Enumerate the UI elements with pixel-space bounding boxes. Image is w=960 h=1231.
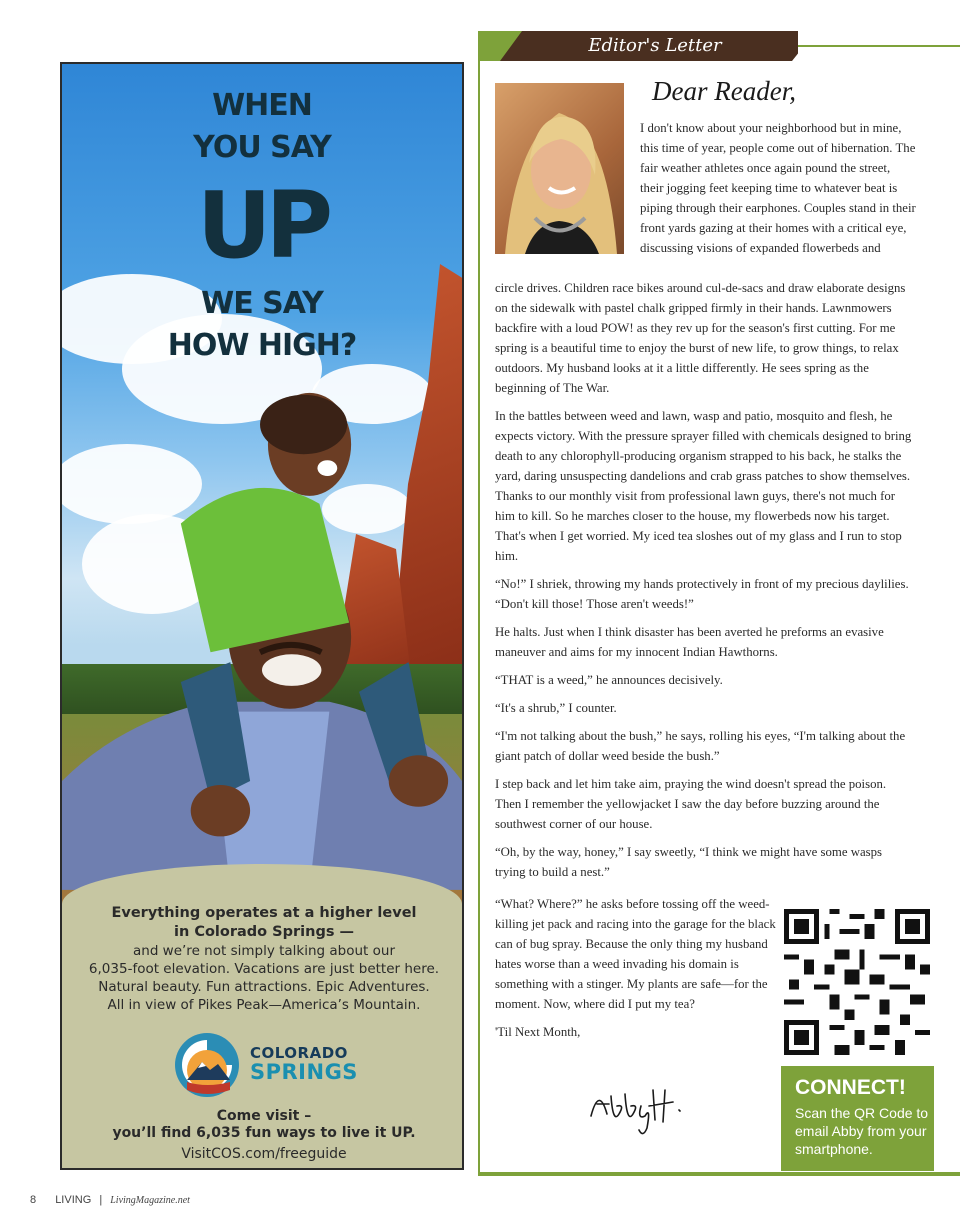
ad-url-link[interactable]: VisitCOS.com/freeguide [181,1146,347,1162]
magazine-website[interactable]: LivingMagazine.net [110,1195,190,1206]
ad-headline-we-say: WE SAY [201,286,323,321]
letter-paragraph: In the battles between weed and lawn, wasp and patio, mosquito and flesh, he expects victory. With the pressure sprayer filled with chemicals designed to bring death to any chlorophyll-producing organism strapped to his back, he stalks the yard, daring unsuspecting dandelions and crab grass patches to show themselves. Thanks to our monthly visit from professional lawn guys, there's not much for him to kill. So he marches closer to the house, my flowerbeds now his target. That's when I get worried. My iced tea sloshes out of my glass and I run to stop him. [495,409,912,563]
letter-paragraph: “Oh, by the way, honey,” I say sweetly, “I think we might have some wasps trying to build a nest.” [495,845,883,879]
letter-closing-block [495,894,780,1050]
connect-box [781,1066,934,1171]
page-footer [30,1194,190,1206]
section-title: Editor's Letter [588,35,722,56]
letter-paragraph: I step back and let him take aim, praying the wind doesn't spread the poison. Then I remember the yellowjacket I saw the day before buzzing around the southwest corner of our house. [495,777,887,831]
ad-headline-when: WHEN [212,88,312,123]
editor-portrait [495,83,624,254]
connect-title: CONNECT! [795,1076,906,1099]
letter-paragraph: I don't know about your neighborhood but in mine, this time of year, people come out of hibernation. The fair weather athletes once again pound the street, their jogging feet keeping time to whatever beat is piping through their earphones. Couples stand in their front yards gazing at their homes with a critical eye, discussing visions of expanded flowerbeds and [640,121,916,255]
letter-paragraph: “It's a shrub,” I counter. [495,701,617,715]
ad-bold-line: Everything operates at a higher level [111,905,417,921]
letter-paragraph: He halts. Just when I think disaster has been averted he preforms an evasive maneuver and aims for my innocent Indian Hawthorns. [495,625,884,659]
editor-signature [585,1076,685,1138]
logo-word-springs: SPRINGS [250,1060,358,1084]
connect-text: Scan the QR Code to email Abby from your smartphone. [795,1105,929,1157]
letter-greeting: Dear Reader, [652,76,796,106]
footer-separator: | [99,1194,103,1206]
ad-headline-how-high: HOW HIGH? [167,328,357,363]
ad-body-copy [72,942,456,1014]
ad-cta-line: Come visit – [216,1108,312,1124]
colorado-springs-ad [60,62,464,1170]
ad-headline-you-say: YOU SAY [193,130,331,165]
ad-headline-up: UP [196,172,328,279]
ad-bold-line: in Colorado Springs — [173,924,355,940]
letter-closing: 'Til Next Month, [495,1025,581,1039]
ad-call-to-action [72,1108,456,1142]
ad-cta-line: you’ll find 6,035 fun ways to live it UP. [112,1125,416,1141]
letter-paragraph: “I'm not talking about the bush,” he says, rolling his eyes, “I'm talking about the giant patch of dollar weed beside the bush.” [495,729,906,763]
page-number: 8 [30,1194,37,1206]
ad-bold-copy [72,904,456,942]
colorado-springs-logo-icon [174,1032,240,1098]
letter-paragraph: circle drives. Children race bikes around cul-de-sacs and draw elaborate designs on the sidewalk with pastel chalk gripped firmly in their hands. Lawnmowers backfire with a loud POW! as they rev up for the season's first cutting. For me spring is a beautiful time to enjoy the burst of new life, to grow things, to relax outdoors. My husband looks at it a little differently. He sees spring as the beginning of The War. [495,281,906,395]
logo-word-colorado: COLORADO [250,1044,348,1062]
ad-body-line: All in view of Pikes Peak—America’s Mountain. [107,997,421,1013]
section-rule-left [478,61,480,1174]
qr-code-icon[interactable] [784,909,930,1055]
letter-intro [640,118,916,266]
ad-body-line: and we’re not simply talking about our [132,943,396,959]
letter-paragraph: “What? Where?” he asks before tossing off the weed-killing jet pack and racing into the garage for the black can of bug spray. Because the only thing my husband hates worse than a weed invading his domain is something with a stinger. My plants are safe—for the moment. Now, where did I put my tea? [495,897,776,1011]
letter-body [495,278,915,890]
section-rule-top [798,45,960,47]
ad-body-line: 6,035-foot elevation. Vacations are just better here. [88,961,440,977]
section-rule-bottom [478,1172,960,1176]
letter-paragraph: “No!” I shriek, throwing my hands protectively in front of my precious daylilies. “Don't kill those! Those aren't weeds!” [495,577,909,611]
letter-paragraph: “THAT is a weed,” he announces decisively. [495,673,723,687]
magazine-name: LIVING [55,1194,92,1206]
ad-body-line: Natural beauty. Fun attractions. Epic Adventures. [98,979,430,995]
